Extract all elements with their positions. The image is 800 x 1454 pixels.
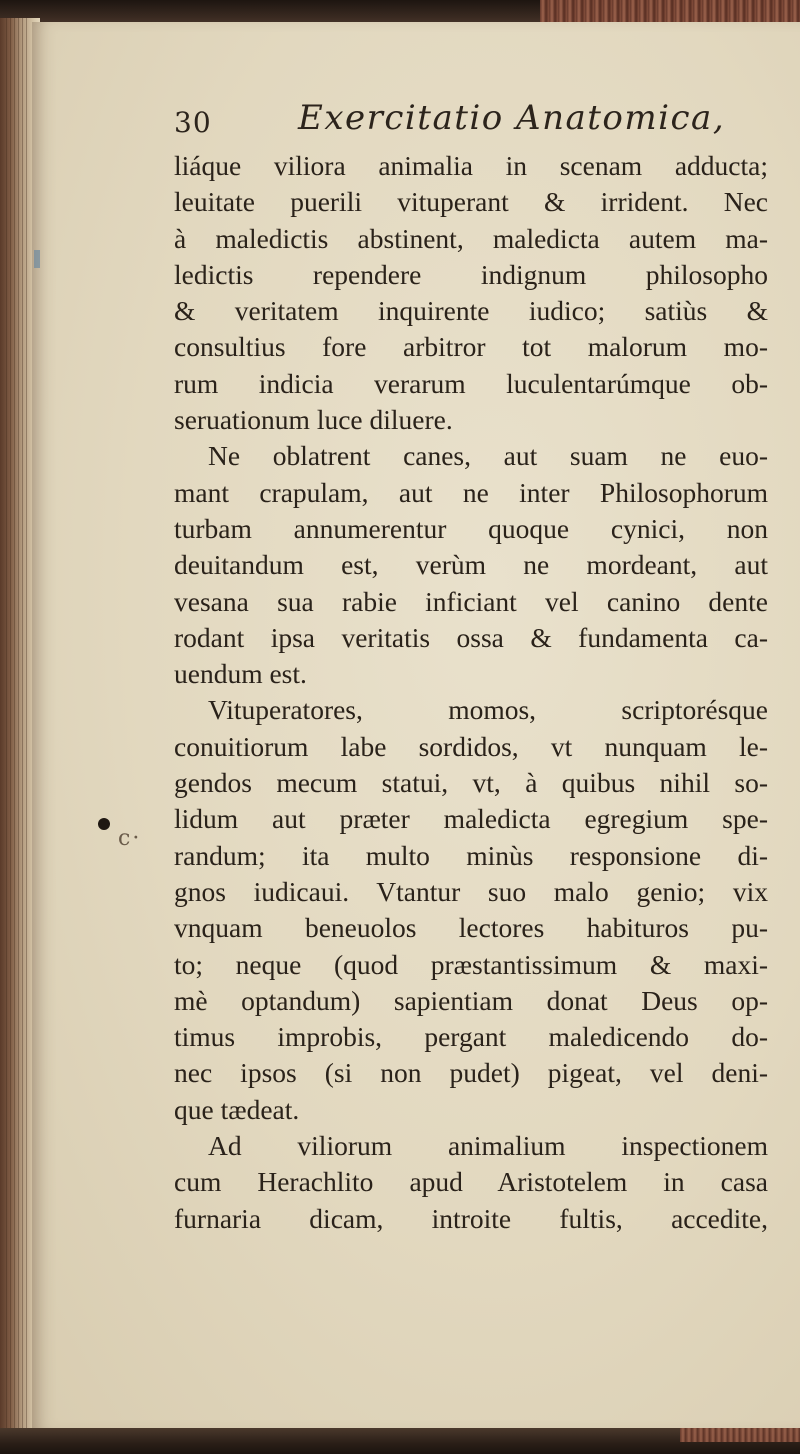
text-line: Ne oblatrent canes, aut suam ne euo- (208, 440, 768, 472)
bottom-binding-texture (680, 1428, 800, 1442)
bottom-book-edge (0, 1428, 800, 1454)
margin-tick-mark (34, 250, 40, 268)
text-line: turbam annumerentur quoque cynici, non (174, 512, 768, 544)
text-line: to; neque (quod præstantissimum & maxi- (174, 948, 768, 980)
text-line: rum indicia verarum luculentarúmque ob- (174, 367, 768, 399)
text-line: randum; ita multo minùs responsione di- (174, 839, 768, 871)
page-header (174, 98, 774, 148)
text-line: gnos iudicaui. Vtantur suo malo genio; vix (174, 875, 768, 907)
text-line: Vituperatores, momos, scriptorésque (208, 694, 768, 726)
text-line: rodant ipsa veritatis ossa & fundamenta ca- (174, 621, 768, 653)
running-title: Exercitatio Anatomica, (298, 98, 726, 138)
text-line: vnquam beneuolos lectores habituros pu- (174, 912, 768, 944)
text-line: & veritatem inquirente iudico; satiùs & (174, 295, 768, 327)
text-line: consultius fore arbitror tot malorum mo- (174, 331, 768, 363)
text-line: leuitate puerili vituperant & irrident. Nec (174, 186, 768, 218)
text-line: nec ipsos (si non pudet) pigeat, vel deni- (174, 1057, 768, 1089)
text-line: uendum est. (174, 658, 307, 690)
body-text (174, 148, 768, 1237)
text-line: seruationum luce diluere. (174, 404, 453, 436)
text-line: mant crapulam, aut ne inter Philosophorum (174, 476, 768, 508)
text-line: liáque viliora animalia in scenam adducta; (174, 150, 768, 181)
text-line: Ad viliorum animalium inspectionem (208, 1130, 768, 1162)
text-line: que tædeat. (174, 1093, 300, 1125)
text-line: mè optandum) sapientiam donat Deus op- (174, 984, 768, 1016)
top-binding-texture (540, 0, 800, 24)
text-line: à maledictis abstinent, maledicta autem ma- (174, 222, 768, 254)
text-line: vesana sua rabie inficiant vel canino dente (174, 585, 768, 617)
text-line: cum Herachlito apud Aristotelem in casa (174, 1166, 768, 1198)
text-line: furnaria dicam, introite fultis, accedite, (174, 1202, 768, 1234)
text-line: lidum aut præter maledicta egregium spe- (174, 803, 768, 835)
page-edge-lines (6, 18, 28, 1438)
text-line: gendos mecum statui, vt, à quibus nihil so- (174, 767, 768, 799)
margin-glyph: c· (118, 826, 142, 851)
margin-dot-mark (98, 818, 110, 830)
text-line: ledictis rependere indignum philosopho (174, 258, 768, 290)
page-number: 30 (174, 106, 212, 139)
text-line: deuitandum est, verùm ne mordeant, aut (174, 549, 768, 581)
text-line: timus improbis, pergant maledicendo do- (174, 1021, 768, 1053)
text-line: conuitiorum labe sordidos, vt nunquam le- (174, 730, 768, 762)
